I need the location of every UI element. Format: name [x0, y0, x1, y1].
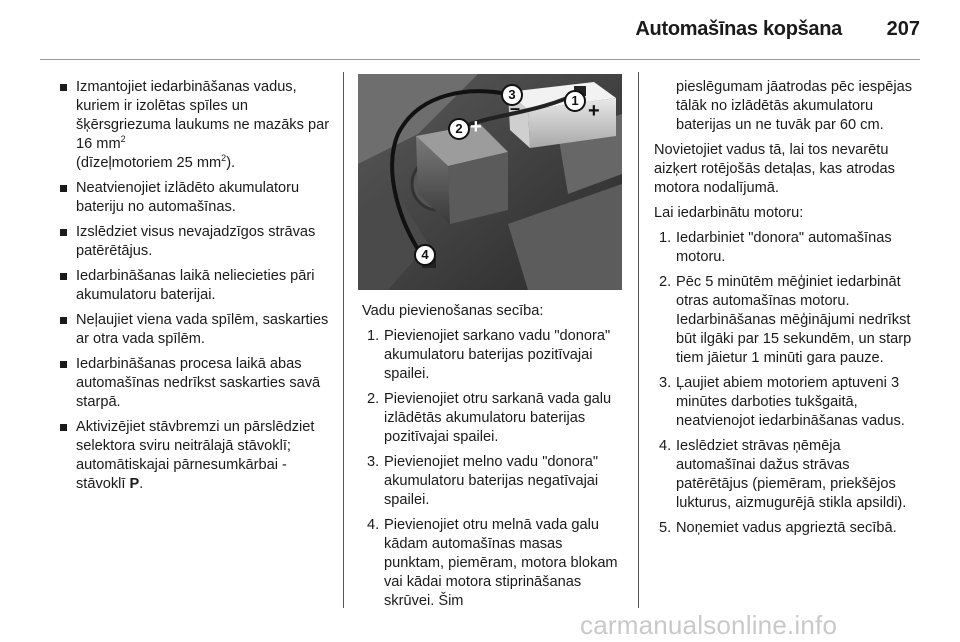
- list-item: 1. Iedarbiniet "donora" automašīnas motoru.: [659, 230, 892, 265]
- list-item: 4. Pievienojiet otru melnā vada galu kādam automašīnas masas punktam, piemēram, motora blokam vai kādai motora stiprināšanas skrūvei. Šim: [367, 517, 618, 609]
- bullet-square-icon: [60, 317, 67, 324]
- callout-3: 3: [501, 84, 523, 106]
- starting-instructions: [654, 78, 922, 544]
- bullet-square-icon: [60, 185, 67, 192]
- bullet-item: Neļaujiet viena vada spīlēm, saskarties ar otra vada spīlēm.: [60, 311, 335, 349]
- jump-start-illustration: [358, 74, 622, 290]
- bullet-item: Izmantojiet iedarbināšanas vadus, kuriem ir izolētas spīles un šķērsgriezuma laukums ne mazāks par 16 $mm^2$ (dīzeļmotoriem 25 $mm^2$).: [60, 78, 335, 173]
- page-number: 207: [886, 18, 920, 40]
- header-rule: [40, 59, 920, 60]
- bullet-item: Aktivizējiet stāvbremzi un pārslēdziet selektora sviru neitrālajā stāvoklī; automātiskajai pārnesumkārbai - stāvoklī P.: [60, 418, 335, 494]
- plus-sign-donor: +: [588, 100, 600, 122]
- callout-4: 4: [414, 244, 436, 266]
- watermark: carmanualsonline.info: [580, 610, 838, 640]
- steps-intro: Vadu pievienošanas secība:: [362, 303, 544, 319]
- list-item: 1. Pievienojiet sarkano vadu "donora" akumulatoru baterijas pozitīvajai spailei.: [367, 328, 611, 382]
- bullet-list: [60, 78, 335, 500]
- connection-steps: [362, 302, 624, 617]
- list-item: 2. Pievienojiet otru sarkanā vada galu izlādētās akumulatoru baterijas pozitīvajai spailei.: [367, 391, 612, 445]
- bullet-square-icon: [60, 229, 67, 236]
- bullet-square-icon: [60, 273, 67, 280]
- column-divider-1: [343, 72, 344, 608]
- bullet-item: Neatvienojiet izlādēto akumulatoru bateriju no automašīnas.: [60, 179, 335, 217]
- bullet-square-icon: [60, 84, 67, 91]
- list-item: 3. Ļaujiet abiem motoriem aptuveni 3 minūtes darboties tukšgaitā, neatvienojot iedarbināšanas vadus.: [659, 375, 905, 429]
- list-item: 2. Pēc 5 minūtēm mēģiniet iedarbināt otras automašīnas motoru. Iedarbināšanas mēģinājumi nedrīkst būt ilgāki par 15 sekundēm, un starp tiem jāietur 1 minūti gara pauze.: [659, 274, 912, 366]
- bullet-square-icon: [60, 424, 67, 431]
- list-item: 3. Pievienojiet melno vadu "donora" akumulatoru baterijas negatīvajai spailei.: [367, 454, 599, 508]
- section-title: Automašīnas kopšana: [635, 18, 842, 40]
- bullet-item: Iedarbināšanas laikā neliecieties pāri akumulatoru baterijai.: [60, 267, 335, 305]
- column-divider-2: [638, 72, 639, 608]
- list-item: 4. Ieslēdziet strāvas ņēmēja automašīnai dažus strāvas patērētājus (piemēram, priekšējos lukturus, aizmugurējā stikla apsildi).: [659, 438, 907, 511]
- continuation-text: pieslēgumam jāatrodas pēc iespējas tālāk no izlādētās akumulatoru baterijas un ne tuvāk par 60 cm.: [676, 79, 913, 133]
- paragraph: Novietojiet vadus tā, lai tos nevarētu aizķert rotējošās detaļas, kas atrodas motora nodalījumā.: [654, 142, 895, 196]
- bullet-item: Iedarbināšanas procesa laikā abas automašīnas nedrīkst saskarties savā starpā.: [60, 355, 335, 412]
- plus-sign-discharged: +: [470, 116, 482, 138]
- callout-2: 2: [448, 118, 470, 140]
- bullet-item: Izslēdziet visus nevajadzīgos strāvas patērētājus.: [60, 223, 335, 261]
- callout-1: 1: [564, 90, 586, 112]
- page-header: [0, 0, 960, 60]
- paragraph: Lai iedarbinātu motoru:: [654, 205, 804, 221]
- minus-sign-donor: –: [510, 98, 521, 118]
- list-item: 5. Noņemiet vadus apgrieztā secībā.: [659, 520, 897, 536]
- bullet-square-icon: [60, 361, 67, 368]
